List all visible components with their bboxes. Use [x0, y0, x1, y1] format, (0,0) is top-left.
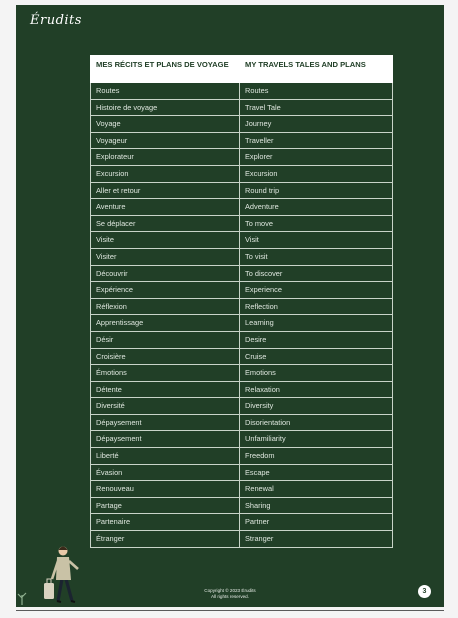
table-header-row: [91, 56, 393, 83]
english-term-cell: Travel Tale: [240, 99, 393, 116]
page-number-badge: 3: [418, 585, 431, 598]
french-term-cell: Routes: [91, 83, 240, 100]
french-term-cell: Diversité: [91, 398, 240, 415]
french-term-cell: Explorateur: [91, 149, 240, 166]
table-row: [91, 531, 393, 548]
french-term-cell: Réflexion: [91, 298, 240, 315]
english-term-cell: Sharing: [240, 497, 393, 514]
table-row: [91, 199, 393, 216]
table-row: [91, 132, 393, 149]
table-row: [91, 514, 393, 531]
table-row: [91, 315, 393, 332]
table-row: [91, 149, 393, 166]
french-term-cell: Évasion: [91, 464, 240, 481]
table-row: [91, 116, 393, 133]
english-term-cell: Explorer: [240, 149, 393, 166]
english-term-cell: Freedom: [240, 448, 393, 465]
french-term-cell: Visite: [91, 232, 240, 249]
table-row: [91, 248, 393, 265]
header-french: MES RÉCITS ET PLANS DE VOYAGE: [91, 56, 240, 83]
table-row: [91, 331, 393, 348]
english-term-cell: Journey: [240, 116, 393, 133]
table-row: [91, 464, 393, 481]
english-term-cell: Visit: [240, 232, 393, 249]
table-row: [91, 99, 393, 116]
french-term-cell: Aller et retour: [91, 182, 240, 199]
french-term-cell: Voyageur: [91, 132, 240, 149]
table-row: [91, 398, 393, 415]
table-row: [91, 215, 393, 232]
brand-logo: Érudits: [30, 13, 82, 28]
table-row: [91, 448, 393, 465]
table-row: [91, 265, 393, 282]
english-term-cell: Adventure: [240, 199, 393, 216]
page-divider: [16, 610, 444, 611]
french-term-cell: Liberté: [91, 448, 240, 465]
header-english: MY TRAVELS TALES AND PLANS: [240, 56, 393, 83]
french-term-cell: Étranger: [91, 531, 240, 548]
french-term-cell: Se déplacer: [91, 215, 240, 232]
french-term-cell: Excursion: [91, 165, 240, 182]
french-term-cell: Détente: [91, 381, 240, 398]
english-term-cell: To discover: [240, 265, 393, 282]
french-term-cell: Croisière: [91, 348, 240, 365]
table-row: [91, 481, 393, 498]
english-term-cell: Round trip: [240, 182, 393, 199]
french-term-cell: Voyage: [91, 116, 240, 133]
french-term-cell: Partage: [91, 497, 240, 514]
english-term-cell: Diversity: [240, 398, 393, 415]
english-term-cell: Cruise: [240, 348, 393, 365]
english-term-cell: Experience: [240, 282, 393, 299]
english-term-cell: Stranger: [240, 531, 393, 548]
french-term-cell: Partenaire: [91, 514, 240, 531]
copyright-notice: [16, 588, 444, 600]
french-term-cell: Renouveau: [91, 481, 240, 498]
table-row: [91, 165, 393, 182]
english-term-cell: Reflection: [240, 298, 393, 315]
table-row: [91, 497, 393, 514]
english-term-cell: Learning: [240, 315, 393, 332]
copyright-line: Copyright © 2023 Érudits: [204, 588, 256, 593]
english-term-cell: Relaxation: [240, 381, 393, 398]
english-term-cell: Routes: [240, 83, 393, 100]
vocabulary-table: [90, 55, 393, 548]
table-row: [91, 282, 393, 299]
table-row: [91, 381, 393, 398]
french-term-cell: Histoire de voyage: [91, 99, 240, 116]
french-term-cell: Visiter: [91, 248, 240, 265]
english-term-cell: Excursion: [240, 165, 393, 182]
french-term-cell: Apprentissage: [91, 315, 240, 332]
table-row: [91, 348, 393, 365]
english-term-cell: Traveller: [240, 132, 393, 149]
english-term-cell: Renewal: [240, 481, 393, 498]
english-term-cell: Partner: [240, 514, 393, 531]
french-term-cell: Désir: [91, 331, 240, 348]
french-term-cell: Émotions: [91, 365, 240, 382]
document-page: [16, 5, 444, 607]
table-row: [91, 83, 393, 100]
table-row: [91, 414, 393, 431]
table-row: [91, 232, 393, 249]
french-term-cell: Aventure: [91, 199, 240, 216]
english-term-cell: Escape: [240, 464, 393, 481]
french-term-cell: Expérience: [91, 282, 240, 299]
rights-line: All rights reserved.: [210, 594, 250, 599]
french-term-cell: Dépaysement: [91, 414, 240, 431]
english-term-cell: Desire: [240, 331, 393, 348]
table-row: [91, 431, 393, 448]
table-row: [91, 298, 393, 315]
french-term-cell: Dépaysement: [91, 431, 240, 448]
english-term-cell: To visit: [240, 248, 393, 265]
table-row: [91, 365, 393, 382]
english-term-cell: Disorientation: [240, 414, 393, 431]
english-term-cell: Emotions: [240, 365, 393, 382]
table-row: [91, 182, 393, 199]
english-term-cell: To move: [240, 215, 393, 232]
french-term-cell: Découvrir: [91, 265, 240, 282]
english-term-cell: Unfamiliarity: [240, 431, 393, 448]
